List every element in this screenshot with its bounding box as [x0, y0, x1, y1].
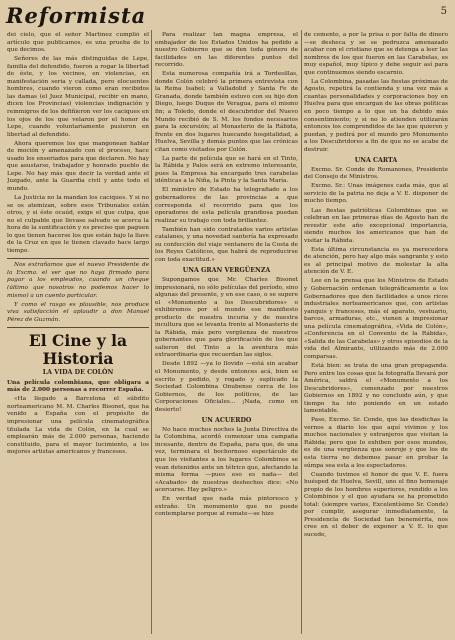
paragraph: También han sido contratados varios artistas catalanes, y una novedad santería ha expresado su confección del viaje ventanero de la Costa de los Reyes Católicos, que habrá de reproducirse con toda exactitud.» — [155, 226, 298, 263]
paragraph: Supongamos que Mr. Charles Bisonet impresionará, no sólo películas del período, sino algunas del presente, y en ese caso, o se supere el «Monumento a los Descubridores» o exhibiremos por el mundo ese manifiesto producto de nuestra incuria y de nuestra incultura que se levanta frente al Monasterio de la Rábida, más pero vergüenza de nuestros gobernantes que para glorificación de los que salieron del Tinto a la aventura más extraordinaria que recuerdan las siglos. — [155, 276, 298, 359]
paragraph: No hace muchos noches la Junta Directiva de la Colombina, acordó comenzar una campaña incesante, dentro de España, para que, de una vez, terminara el bochornoso espectáculo de que los visitantes a los lugares Colombinos se vean detenidos ante un tétrico que, afectando la misma forma —pues eso es nada— del «Acabado» de nuestras deshechos dice: «No acercarse. Hay peligro.» — [155, 426, 298, 494]
paragraph: Ahora queremos los que mangonean hablar de moción y amenazado con el proceso, hace usado los enseriados para que declaren. No hay que asustarse, trabajador y honrado pueblo de Lepe. No hay más que decir la verdad ante el Juzgado, ante la Guardia civil y ante todo el mundo. — [7, 140, 149, 192]
paragraph: dei cielo, que el señor Martínez cumplió el artículo que publicamos, es una prueba de lo que decimos. — [7, 32, 149, 54]
paragraph: Lee en la prensa que los Ministros de Estado y Gobernación ordenan telegráficamente a los Gobernadores que den facilidades a unos ricos industriales norteamericanos que, con artistas yanquis y franceses, más el aparato, vestuario, barcos, armaduras, etc., vienen a impresionar una película cinematográfica, «Vida de Colón», «Conferencia en el Convento de la Rábida», «Salida de las Carabelas» y otros episodios de la vida del Almirante, utilizando más de 2.000 comparsas. — [304, 278, 448, 360]
paragraph: Esta última circunstancia es ya merecedora de atención, pero hay algo más sangrante y esto es al principal motivo de molestar la alta atención de V. E. — [304, 246, 448, 276]
paragraph: Desde 1892 —ya lo llovido —está sin acabar el Monumento, y desde entonces acá, bien se escrito y pedido, y rogado y suplicado la Sociedad Colombina Onubense cerca de los Gobiernos, de los políticos, de las Corporaciones Oficiales... ¡Nada, como en desierto! — [155, 361, 298, 413]
paragraph: La Colombina, pasadas las fiestas próximas de Agosto, repetirá la contienda y una vez más a cuantas personalidades y corporaciones hoy en Huelva para que encargan de las obras políticas en poco tiempo a lo que un ha debido más consentimiento; y si no lo atienden utilizarán entonces los comprendidos de las que quieren y puedan, y pedirá por el mundo pro Monumento a los Descubridores a fin de que no se acabe de destruir. — [304, 78, 448, 153]
divider — [7, 258, 149, 259]
paragraph: En verdad que nada más pintoresco y extraño. Un monumento que no puede contemplarse porque al remate—se hizo — [155, 496, 298, 518]
column-rule — [301, 30, 302, 634]
masthead: Reformista — [6, 3, 147, 28]
paragraph: Pase, Excmo. Sr. Conde, que las desdichas la vernos a diario los que aquí vivimos y los muchos nacionales y extranjeros que visitan la Rábida; pero que lo exhiben por esos mundos, es de una vergüenza que sonroje y que los de esta tierra no debemos pasar en probar la súmpa sea esta a los espectadores. — [304, 417, 448, 469]
paragraph: Excmo. Sr.: Unas imágenes cada más, que al servicio de la patria no deja a V. E. disponer de mucho tiempo. — [304, 183, 448, 205]
paragraph: Las fiestas patrióticas Colombinas que se celebran en las primeras días de Agosto han de revestir este año excepcional importancia, siendo muchos los americanos que han de visitar la Rábida. — [304, 207, 448, 244]
paragraph: Esta numerosa compañía irá a Tordesillas, donde Colón celebró la primera entrevista con la Reina Isabel; a Valladolid y Santa Fe de Granada, donde también estuvo con su hijo don Diego, luego Duque de Veragua, para el mismo fin; a Toledo, donde el descubridor del Nuevo Mundo recibió de S. M. los fondos necesarios para la excursión; al Monasterio de la Rábida, frente en dos lugares huecando hospitalidad, a Huelva, Sevilla y demás puntos que las crónicas citan como visitados por Colón. — [155, 71, 298, 153]
heading: UN ACUERDO — [201, 417, 252, 425]
paragraph: El ministro de Estado ha telegrafiado a los gobernadores de las provincias a que corresponda el recorrido para que los operadores de esta película grandiosa puedan realizar su trabajo con toda brillantez. — [155, 187, 298, 224]
section-subtitle: LA VIDA DE COLÓN — [42, 369, 114, 377]
paragraph: de cemento, a por la prisa o por falta de dinero —se desheca y se se pedruzca amenazado acabar con el cristiano que se detenga a leer las nombres de los que fueron en las Carabelas, es muy español, muy típico y debe seguir así para que continuemos siendo escarnio. — [304, 32, 448, 76]
page-number: 5 — [440, 6, 447, 17]
paragraph: Excmo. Sr. Conde de Romanones, Presidente del Consejo de Ministros. — [304, 166, 448, 181]
paragraph: La Justicia no la mandan los caciques. Y si no se os atemizan, sobre esos Tribunales están otros, y si éste ocaúd, exige el que culpa, que no el culpable que llevase salvado se acerca la hora de la suntificación y es preciso que paguen lo que tienen hacerse los que están bajo la llave de la Cruz en que le tienen clavado hace largo tiempo. — [7, 194, 149, 254]
paragraph: Está bien: se trata de una gran propaganda. Pero entre los cosas que la fotografía llevará por América, saldrá el «Monumento a los Descubridores», comenzado por nuestros Gobiernos en 1892 y no concluido aún, y que tiempo ha ido poniendo en un estado lamentable. — [304, 362, 448, 415]
column-3 — [304, 32, 448, 632]
section-title: El Cine y la Historia — [28, 331, 128, 369]
italic-note: Y como el rasgo es plausible, nos produce viva satisfacción el aplaudir a don Manuel Pérez de Guzmán. — [7, 301, 149, 323]
paragraph: Cuando tuvimos el honor de que V. E. fuera huésped de Huelva, Sevill, uno el fino homenaje propio de los hombres superiores, rendido a los Colombinos y el que ayudara se ha prometido total: (siempre varios, Excelentísimo Sr. Conde) por cumplir, asegurar inmediatamente, la Presidencia de Sociedad tan benemérita, nos cree en el deber de exponer a V. E. lo que sucede, — [304, 471, 448, 538]
heading: UNA GRAN VERGÜENZA — [182, 267, 271, 275]
divider — [7, 327, 149, 328]
paragraph: Para realizar tan magna empresa, el embajador de los Estados Unidos ha pedido a nuestro Gobierno que se den toda género de facilidades en las diferentes puntos del recorrido. — [155, 32, 298, 69]
column-1 — [7, 32, 149, 632]
heading: UNA CARTA — [354, 157, 398, 165]
paragraph: La parte de película que se hará en el Tinto, la Rábida y Palos será en extremo interesante, pues la Empresa ha encargado tres carabelas idénticas a la Niña, la Pinta y la Santa María. — [155, 155, 298, 185]
column-2 — [155, 32, 298, 632]
lead-paragraph: Una película colombiana, que obligara a más de 2.000 personas a recorrer España. — [7, 379, 149, 394]
italic-note: Nos extrañamos que el nuevo Presidente de la Excma. el ver que no haya firmado para pagar a los empleados, cuando un cheque (último que nosotros no podemos hacer lo mismo) a un cuento particular. — [7, 262, 149, 299]
paragraph: «Ha llegado a Barcelona el súbdito norteamericano M. M. Charles Bisonet, que ha venido a España con el propósito de impresionar una película cinematográfica titulada La vida de Colón, en la cual se emplearán más de 2.000 personas, haciendo constituido, para el mayor lucimiento, a los mejores artistas americanos y franceses. — [7, 396, 149, 456]
paragraph: Señores de las más distinguidas de Lepe, familia del defendido, fueron a rogar la libertad de éste, y los vecinos, en violencias, en manifestación seria y callada, pero elocuentes hombres, cuando vieron como eran recibidos las damas (el Juez Municipal, recibir en mano, dicen los Provincias) violencias indignación y reinmigros de los defiñieron ver los caciques en los ojos de los que velaron por el honor de Lepe, cuando voluntariamente pusieron en libertad al defendido. — [7, 56, 149, 138]
column-rule — [151, 30, 152, 634]
